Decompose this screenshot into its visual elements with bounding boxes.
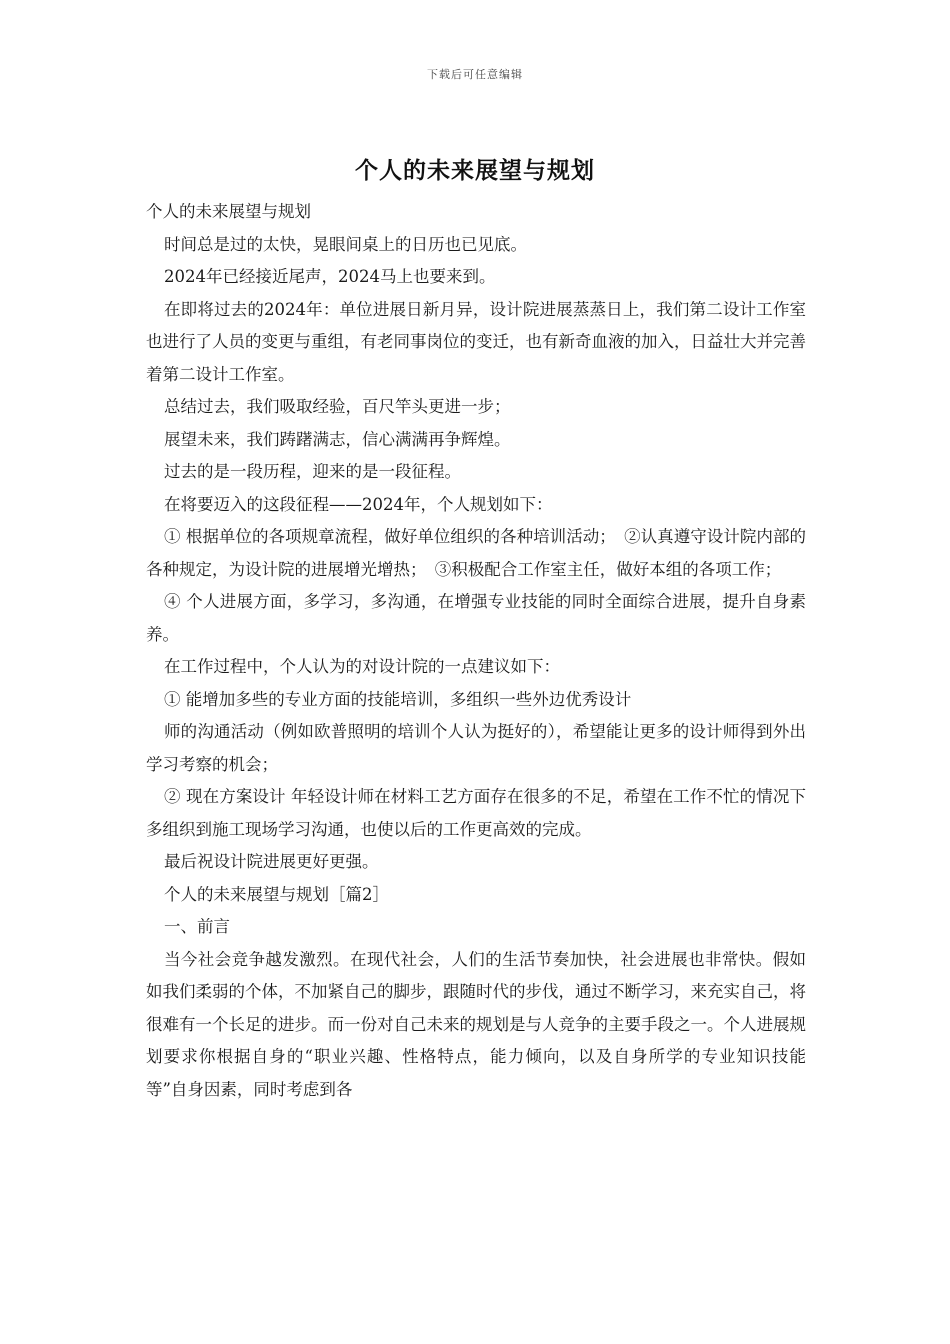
paragraph: 一、前言 (164, 917, 230, 936)
paragraph: 展望未来，我们踌躇满志，信心满满再争辉煌。 (164, 429, 511, 449)
paragraph: ② 现在方案设计 年轻设计师在材料工艺方面存在很多的不足，希望在工作不忙的情况下多组织到施工现场学习沟通，也使以后的工作更高效的完成。 (146, 787, 806, 839)
paragraph: 当今社会竞争越发激烈。在现代社会，人们的生活节奏加快，社会进展也非常快。假如如我们柔弱的个体，不加紧自己的脚步，跟随时代的步伐，通过不断学习，来充实自己，将很难有一个长足的进步。而一份对自己未来的规划是与人竞争的主要手段之一。个人进展规划要求你根据自身的“职业兴趣、性格特点，能力倾向，以及自身所学的专业知识技能等”自身因素，同时考虑到各 (146, 949, 806, 1099)
paragraph: 在将要迈入的这段征程——2024年，个人规划如下： (164, 494, 553, 514)
paragraph: 个人的未来展望与规划 (146, 202, 311, 221)
paragraph: 2024年已经接近尾声，2024马上也要来到。 (164, 267, 496, 286)
paragraph: 师的沟通活动（例如欧普照明的培训个人认为挺好的），希望能让更多的设计师得到外出学习考察的机会； (146, 722, 806, 774)
document-body (146, 196, 806, 1106)
page-header-note: 下载后可任意编辑 (427, 68, 523, 81)
paragraph: ① 根据单位的各项规章流程，做好单位组织的各种培训活动； ②认真遵守设计院内部的各种规定，为设计院的进展增光增热； ③积极配合工作室主任，做好本组的各项工作； (146, 527, 806, 579)
paragraph: ④ 个人进展方面，多学习，多沟通，在增强专业技能的同时全面综合进展，提升自身素养。 (146, 592, 806, 644)
paragraph: 最后祝设计院进展更好更强。 (164, 852, 379, 871)
paragraph: 在即将过去的2024年：单位进展日新月异，设计院进展蒸蒸日上，我们第二设计工作室也进行了人员的变更与重组，有老同事岗位的变迁，也有新奇血液的加入，日益壮大并完善着第二设计工作室。 (146, 299, 806, 384)
paragraph: 过去的是一段历程，迎来的是一段征程。 (164, 462, 461, 481)
paragraph: ① 能增加多些的专业方面的技能培训，多组织一些外边优秀设计 (164, 689, 632, 709)
paragraph: 在工作过程中，个人认为的对设计院的一点建议如下： (164, 657, 560, 676)
paragraph: 总结过去，我们吸取经验，百尺竿头更进一步； (164, 397, 511, 416)
document-title: 个人的未来展望与规划 (355, 158, 595, 184)
paragraph: 个人的未来展望与规划［篇2］ (164, 884, 389, 904)
paragraph: 时间总是过的太快，晃眼间桌上的日历也已见底。 (164, 234, 527, 254)
